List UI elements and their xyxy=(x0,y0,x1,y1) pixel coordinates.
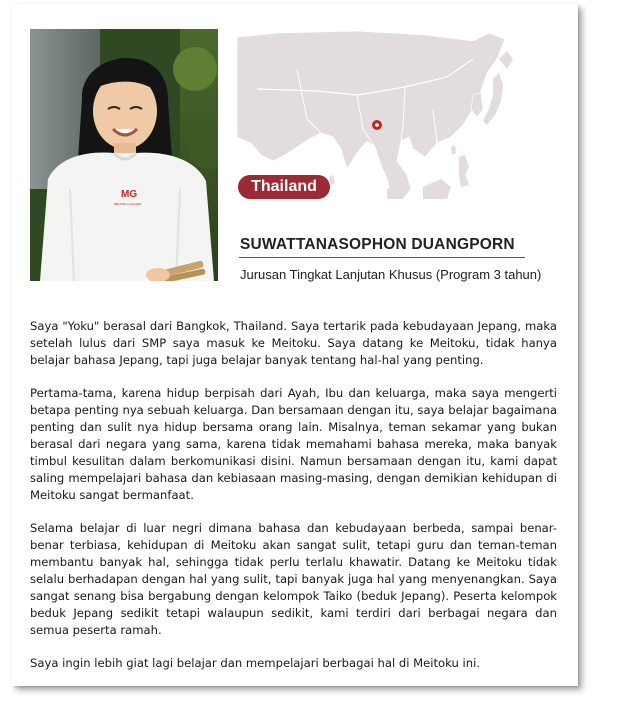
shirt-logo-subtext: MEITOKU GAKUEN xyxy=(114,202,142,206)
asia-map xyxy=(237,29,549,199)
student-photo xyxy=(30,29,218,281)
name-divider xyxy=(239,257,525,258)
paragraph-3: Selama belajar di luar negri dimana bahasa dan kebudayaan berbeda, sampai benar-benar terbiasa, kehidupan di Meitoku akan sangat sulit, tetapi guru dan teman-teman membantu banyak hal, sehingga tidak perlu terlalu khawatir. Datang ke Meitoku tidak selalu berhadapan dengan hal yang sulit, tapi banyak juga hal yang menyenangkan. Saya sangat senang bisa bergabung dengan kelompok Taiko (beduk Jepang). Peserta kelompok beduk Jepang sedikit tetapi walaupun sedikit, kami terdiri dari berbagai negara dan semua peserta ramah. xyxy=(30,521,557,637)
program-label: Jurusan Tingkat Lanjutan Khusus (Program 3 tahun) xyxy=(240,267,542,282)
asia-map-illustration xyxy=(237,29,549,199)
paragraph-4: Saya ingin lebih giat lagi belajar dan mempelajari berbagai hal di Meitoku ini. xyxy=(30,656,480,670)
student-photo-illustration xyxy=(30,29,218,281)
testimonial-body xyxy=(30,318,557,688)
paragraph-1: Saya "Yoku" berasal dari Bangkok, Thailand. Saya tertarik pada kebudayaan Jepang, maka setelah lulus dari SMP saya masuk ke Meitoku. Saya datang ke Meitoku, tidak hanya belajar bahasa Jepang, tapi juga belajar banyak tentang hal-hal yang penting. xyxy=(30,319,557,367)
student-name: SUWATTANASOPHON DUANGPORN xyxy=(240,236,515,253)
country-badge: Thailand xyxy=(238,175,330,199)
shirt-logo-text: MG xyxy=(121,189,138,200)
paragraph-2: Pertama-tama, karena hidup berpisah dari Ayah, Ibu dan keluarga, maka saya mengerti betapa penting nya sebuah keluarga. Dan bersamaan dengan itu, saya belajar bagaimana penting dan sulit nya hidup bersama orang lain. Misalnya, teman sekamar yang bukan berasal dari negara yang sama, karena tidak memahami bahasa mereka, maka banyak timbul kesulitan dalam berkomunikasi disini. Namun bersamaan dengan itu, kami dapat saling mempelajari bahasa dan kebiasaan masing-masing, dengan demikian kehidupan di Meitoku sangat bermanfaat. xyxy=(30,386,557,502)
